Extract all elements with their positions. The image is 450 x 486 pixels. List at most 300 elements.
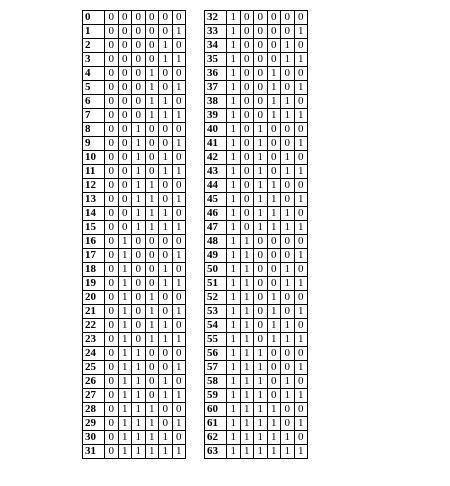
binary-digit-cell: 1: [240, 417, 254, 431]
binary-digit-cell: 0: [105, 221, 119, 235]
binary-digit-cell: 1: [132, 389, 146, 403]
decimal-value-cell: 10: [83, 151, 105, 165]
decimal-value-cell: 29: [83, 417, 105, 431]
binary-digit-cell: 1: [254, 207, 268, 221]
binary-digit-cell: 0: [118, 25, 132, 39]
binary-digit-cell: 1: [145, 193, 159, 207]
binary-digit-cell: 1: [172, 249, 186, 263]
binary-digit-cell: 1: [294, 249, 308, 263]
binary-digit-cell: 1: [227, 207, 241, 221]
table-row: [205, 11, 308, 25]
table-row: [83, 291, 186, 305]
binary-digit-cell: 1: [227, 179, 241, 193]
binary-digit-cell: 1: [254, 151, 268, 165]
binary-digit-cell: 0: [254, 109, 268, 123]
binary-digit-cell: 0: [105, 361, 119, 375]
binary-digit-cell: 0: [172, 319, 186, 333]
binary-digit-cell: 1: [172, 361, 186, 375]
binary-digit-cell: 0: [132, 95, 146, 109]
table-row: [83, 179, 186, 193]
binary-digit-cell: 1: [132, 375, 146, 389]
binary-digit-cell: 1: [240, 347, 254, 361]
binary-digit-cell: 1: [227, 305, 241, 319]
binary-digit-cell: 0: [132, 53, 146, 67]
binary-digit-cell: 1: [159, 39, 173, 53]
binary-digit-cell: 0: [267, 137, 281, 151]
table-row: [205, 361, 308, 375]
binary-digit-cell: 0: [105, 109, 119, 123]
binary-digit-cell: 0: [267, 361, 281, 375]
table-row: [83, 25, 186, 39]
binary-digit-cell: 1: [294, 165, 308, 179]
binary-digit-cell: 0: [267, 25, 281, 39]
binary-digit-cell: 0: [105, 67, 119, 81]
binary-digit-cell: 1: [294, 109, 308, 123]
decimal-value-cell: 57: [205, 361, 227, 375]
binary-digit-cell: 0: [267, 53, 281, 67]
binary-digit-cell: 0: [254, 249, 268, 263]
binary-digit-cell: 0: [240, 165, 254, 179]
binary-digit-cell: 1: [227, 403, 241, 417]
binary-digit-cell: 1: [172, 109, 186, 123]
binary-digit-cell: 1: [172, 305, 186, 319]
decimal-value-cell: 43: [205, 165, 227, 179]
binary-digit-cell: 1: [118, 263, 132, 277]
binary-digit-cell: 1: [267, 319, 281, 333]
table-row: [205, 25, 308, 39]
binary-digit-cell: 0: [118, 81, 132, 95]
binary-digit-cell: 1: [145, 431, 159, 445]
binary-digit-cell: 0: [118, 123, 132, 137]
binary-digit-cell: 1: [267, 221, 281, 235]
binary-digit-cell: 0: [105, 389, 119, 403]
decimal-value-cell: 25: [83, 361, 105, 375]
table-row: [83, 417, 186, 431]
binary-digit-cell: 1: [254, 375, 268, 389]
table-row: [205, 207, 308, 221]
binary-digit-cell: 1: [159, 53, 173, 67]
binary-digit-cell: 0: [267, 123, 281, 137]
table-row: [205, 165, 308, 179]
table-row: [205, 305, 308, 319]
binary-digit-cell: 1: [281, 39, 295, 53]
binary-digit-cell: 0: [240, 109, 254, 123]
binary-table-right-body: [205, 11, 308, 459]
table-row: [83, 165, 186, 179]
binary-digit-cell: 1: [294, 81, 308, 95]
binary-digit-cell: 0: [118, 53, 132, 67]
binary-digit-cell: 1: [254, 179, 268, 193]
binary-digit-cell: 0: [105, 39, 119, 53]
binary-digit-cell: 1: [159, 431, 173, 445]
binary-digit-cell: 1: [172, 277, 186, 291]
binary-digit-cell: 0: [105, 207, 119, 221]
binary-digit-cell: 1: [159, 221, 173, 235]
binary-digit-cell: 1: [267, 179, 281, 193]
binary-digit-cell: 0: [132, 25, 146, 39]
binary-digit-cell: 1: [159, 109, 173, 123]
binary-digit-cell: 0: [105, 179, 119, 193]
binary-digit-cell: 0: [294, 347, 308, 361]
binary-digit-cell: 1: [145, 179, 159, 193]
binary-digit-cell: 0: [267, 375, 281, 389]
binary-digit-cell: 0: [145, 375, 159, 389]
binary-digit-cell: 0: [294, 263, 308, 277]
binary-digit-cell: 0: [254, 11, 268, 25]
binary-digit-cell: 1: [172, 165, 186, 179]
binary-digit-cell: 1: [267, 95, 281, 109]
binary-digit-cell: 0: [254, 319, 268, 333]
binary-digit-cell: 0: [145, 249, 159, 263]
table-row: [83, 207, 186, 221]
binary-digit-cell: 1: [267, 207, 281, 221]
table-row: [205, 123, 308, 137]
binary-digit-cell: 0: [132, 319, 146, 333]
binary-digit-cell: 0: [267, 263, 281, 277]
binary-digit-cell: 0: [159, 11, 173, 25]
decimal-value-cell: 30: [83, 431, 105, 445]
binary-digit-cell: 0: [105, 151, 119, 165]
decimal-value-cell: 27: [83, 389, 105, 403]
table-row: [205, 221, 308, 235]
binary-digit-cell: 1: [227, 389, 241, 403]
binary-digit-cell: 1: [267, 291, 281, 305]
binary-digit-cell: 0: [118, 11, 132, 25]
binary-digit-cell: 0: [294, 403, 308, 417]
table-row: [83, 137, 186, 151]
binary-digit-cell: 0: [132, 235, 146, 249]
binary-digit-cell: 1: [172, 137, 186, 151]
decimal-value-cell: 7: [83, 109, 105, 123]
decimal-value-cell: 51: [205, 277, 227, 291]
decimal-value-cell: 58: [205, 375, 227, 389]
binary-digit-cell: 0: [145, 263, 159, 277]
binary-digit-cell: 1: [132, 221, 146, 235]
table-row: [83, 305, 186, 319]
binary-digit-cell: 1: [267, 403, 281, 417]
table-row: [83, 375, 186, 389]
binary-digit-cell: 1: [254, 137, 268, 151]
binary-digit-cell: 0: [118, 207, 132, 221]
binary-digit-cell: 0: [132, 67, 146, 81]
binary-digit-cell: 1: [118, 361, 132, 375]
binary-digit-cell: 0: [240, 193, 254, 207]
decimal-value-cell: 11: [83, 165, 105, 179]
table-row: [83, 109, 186, 123]
binary-digit-cell: 1: [240, 375, 254, 389]
binary-digit-cell: 1: [159, 277, 173, 291]
decimal-value-cell: 24: [83, 347, 105, 361]
binary-digit-cell: 1: [240, 249, 254, 263]
binary-digit-cell: 1: [294, 389, 308, 403]
binary-digit-cell: 0: [105, 81, 119, 95]
binary-digit-cell: 1: [172, 333, 186, 347]
decimal-value-cell: 62: [205, 431, 227, 445]
binary-digit-cell: 0: [172, 207, 186, 221]
binary-digit-cell: 1: [118, 291, 132, 305]
decimal-value-cell: 18: [83, 263, 105, 277]
binary-digit-cell: 1: [281, 221, 295, 235]
binary-digit-cell: 0: [172, 123, 186, 137]
table-row: [83, 67, 186, 81]
table-row: [205, 67, 308, 81]
binary-digit-cell: 1: [227, 221, 241, 235]
binary-digit-cell: 0: [132, 305, 146, 319]
binary-digit-cell: 1: [227, 11, 241, 25]
binary-digit-cell: 0: [118, 67, 132, 81]
binary-digit-cell: 1: [267, 81, 281, 95]
table-row: [205, 347, 308, 361]
table-row: [205, 277, 308, 291]
binary-digit-cell: 0: [267, 235, 281, 249]
binary-digit-cell: 0: [172, 11, 186, 25]
binary-digit-cell: 0: [145, 151, 159, 165]
binary-digit-cell: 1: [227, 277, 241, 291]
binary-digit-cell: 1: [227, 361, 241, 375]
binary-digit-cell: 0: [145, 277, 159, 291]
decimal-value-cell: 35: [205, 53, 227, 67]
table-row: [83, 249, 186, 263]
binary-digit-cell: 0: [294, 431, 308, 445]
binary-digit-cell: 0: [281, 137, 295, 151]
binary-digit-cell: 1: [281, 333, 295, 347]
decimal-value-cell: 63: [205, 445, 227, 459]
binary-digit-cell: 1: [118, 445, 132, 459]
binary-digit-cell: 1: [132, 123, 146, 137]
binary-digit-cell: 1: [159, 389, 173, 403]
binary-digit-cell: 0: [105, 445, 119, 459]
binary-digit-cell: 1: [267, 109, 281, 123]
binary-digit-cell: 1: [227, 53, 241, 67]
binary-digit-cell: 1: [294, 193, 308, 207]
binary-digit-cell: 0: [281, 417, 295, 431]
binary-digit-cell: 1: [172, 445, 186, 459]
binary-digit-cell: 0: [281, 67, 295, 81]
table-row: [83, 95, 186, 109]
binary-digit-cell: 1: [281, 263, 295, 277]
binary-digit-cell: 1: [118, 389, 132, 403]
table-row: [205, 151, 308, 165]
binary-digit-cell: 1: [254, 361, 268, 375]
binary-digit-cell: 0: [281, 81, 295, 95]
binary-digit-cell: 0: [172, 95, 186, 109]
binary-digit-cell: 1: [118, 347, 132, 361]
table-row: [83, 193, 186, 207]
binary-digit-cell: 0: [145, 165, 159, 179]
binary-digit-cell: 0: [159, 305, 173, 319]
binary-digit-cell: 1: [227, 347, 241, 361]
binary-digit-cell: 1: [172, 389, 186, 403]
table-row: [83, 53, 186, 67]
binary-digit-cell: 0: [240, 123, 254, 137]
binary-digit-cell: 1: [145, 291, 159, 305]
decimal-value-cell: 33: [205, 25, 227, 39]
binary-digit-cell: 0: [172, 263, 186, 277]
binary-digit-cell: 1: [118, 375, 132, 389]
binary-digit-cell: 0: [118, 165, 132, 179]
binary-digit-cell: 0: [281, 193, 295, 207]
binary-digit-cell: 0: [281, 25, 295, 39]
binary-digit-cell: 1: [294, 25, 308, 39]
decimal-value-cell: 53: [205, 305, 227, 319]
binary-digit-cell: 0: [105, 431, 119, 445]
binary-digit-cell: 0: [118, 137, 132, 151]
binary-digit-cell: 0: [294, 67, 308, 81]
binary-digit-cell: 0: [294, 235, 308, 249]
binary-digit-cell: 0: [105, 249, 119, 263]
decimal-value-cell: 40: [205, 123, 227, 137]
binary-digit-cell: 1: [227, 263, 241, 277]
binary-table-left-body: [83, 11, 186, 459]
binary-digit-cell: 1: [281, 445, 295, 459]
binary-digit-cell: 1: [281, 277, 295, 291]
decimal-value-cell: 55: [205, 333, 227, 347]
decimal-value-cell: 37: [205, 81, 227, 95]
binary-digit-cell: 1: [294, 417, 308, 431]
binary-digit-cell: 1: [145, 95, 159, 109]
table-row: [205, 291, 308, 305]
decimal-value-cell: 49: [205, 249, 227, 263]
binary-digit-cell: 0: [281, 347, 295, 361]
decimal-value-cell: 6: [83, 95, 105, 109]
binary-digit-cell: 1: [281, 207, 295, 221]
decimal-value-cell: 28: [83, 403, 105, 417]
binary-digit-cell: 1: [145, 305, 159, 319]
binary-digit-cell: 1: [281, 95, 295, 109]
binary-digit-cell: 0: [172, 179, 186, 193]
binary-digit-cell: 0: [159, 347, 173, 361]
binary-digit-cell: 1: [132, 179, 146, 193]
binary-digit-cell: 0: [145, 389, 159, 403]
binary-digit-cell: 0: [294, 123, 308, 137]
binary-digit-cell: 0: [105, 291, 119, 305]
binary-digit-cell: 1: [254, 123, 268, 137]
binary-digit-cell: 0: [159, 137, 173, 151]
decimal-value-cell: 44: [205, 179, 227, 193]
binary-digit-cell: 0: [254, 235, 268, 249]
binary-digit-cell: 1: [254, 347, 268, 361]
binary-digit-cell: 1: [227, 25, 241, 39]
binary-digit-cell: 0: [159, 403, 173, 417]
binary-digit-cell: 1: [145, 207, 159, 221]
binary-digit-cell: 1: [240, 445, 254, 459]
table-row: [83, 39, 186, 53]
binary-digit-cell: 0: [159, 25, 173, 39]
binary-digit-cell: 1: [254, 389, 268, 403]
binary-digit-cell: 1: [132, 417, 146, 431]
binary-digit-cell: 1: [159, 333, 173, 347]
binary-digit-cell: 1: [172, 221, 186, 235]
decimal-value-cell: 48: [205, 235, 227, 249]
binary-digit-cell: 0: [240, 95, 254, 109]
binary-digit-cell: 0: [159, 123, 173, 137]
binary-digit-cell: 1: [240, 333, 254, 347]
binary-digit-cell: 1: [145, 109, 159, 123]
binary-digit-cell: 1: [254, 417, 268, 431]
binary-digit-cell: 1: [118, 235, 132, 249]
binary-digit-cell: 1: [254, 221, 268, 235]
decimal-value-cell: 50: [205, 263, 227, 277]
binary-digit-cell: 1: [132, 361, 146, 375]
binary-digit-cell: 0: [240, 221, 254, 235]
binary-digit-cell: 1: [159, 151, 173, 165]
binary-digit-cell: 0: [281, 305, 295, 319]
binary-digit-cell: 1: [159, 263, 173, 277]
binary-digit-cell: 0: [267, 249, 281, 263]
binary-digit-cell: 0: [172, 67, 186, 81]
binary-digit-cell: 0: [145, 235, 159, 249]
binary-digit-cell: 1: [159, 375, 173, 389]
binary-digit-cell: 0: [267, 347, 281, 361]
binary-digit-cell: 1: [294, 361, 308, 375]
binary-table-left-block: [82, 10, 186, 459]
binary-digit-cell: 0: [172, 151, 186, 165]
decimal-value-cell: 59: [205, 389, 227, 403]
decimal-value-cell: 0: [83, 11, 105, 25]
binary-digit-cell: 0: [267, 39, 281, 53]
binary-digit-cell: 1: [227, 151, 241, 165]
binary-digit-cell: 0: [118, 151, 132, 165]
binary-digit-cell: 1: [172, 25, 186, 39]
binary-digit-cell: 0: [294, 207, 308, 221]
binary-digit-cell: 1: [132, 137, 146, 151]
decimal-value-cell: 47: [205, 221, 227, 235]
binary-digit-cell: 0: [118, 179, 132, 193]
binary-digit-cell: 1: [227, 109, 241, 123]
table-row: [83, 81, 186, 95]
binary-digit-cell: 0: [172, 347, 186, 361]
binary-digit-cell: 0: [132, 81, 146, 95]
binary-digit-cell: 0: [254, 25, 268, 39]
binary-digit-cell: 1: [240, 403, 254, 417]
binary-digit-cell: 1: [281, 151, 295, 165]
binary-digit-cell: 0: [159, 81, 173, 95]
decimal-value-cell: 1: [83, 25, 105, 39]
binary-digit-cell: 1: [267, 305, 281, 319]
table-row: [83, 151, 186, 165]
binary-digit-cell: 0: [118, 193, 132, 207]
table-row: [205, 53, 308, 67]
binary-digit-cell: 0: [118, 221, 132, 235]
binary-digit-cell: 1: [227, 417, 241, 431]
binary-digit-cell: 1: [227, 81, 241, 95]
binary-digit-cell: 0: [267, 277, 281, 291]
decimal-value-cell: 42: [205, 151, 227, 165]
binary-digit-cell: 0: [267, 151, 281, 165]
decimal-value-cell: 19: [83, 277, 105, 291]
binary-digit-cell: 1: [132, 193, 146, 207]
table-row: [83, 221, 186, 235]
table-row: [83, 347, 186, 361]
table-row: [205, 179, 308, 193]
binary-digit-cell: 0: [254, 305, 268, 319]
binary-digit-cell: 0: [294, 179, 308, 193]
binary-digit-cell: 0: [105, 123, 119, 137]
decimal-value-cell: 21: [83, 305, 105, 319]
decimal-value-cell: 31: [83, 445, 105, 459]
binary-digit-cell: 1: [267, 67, 281, 81]
binary-digit-cell: 1: [118, 277, 132, 291]
table-row: [83, 333, 186, 347]
binary-digit-cell: 1: [227, 319, 241, 333]
binary-digit-cell: 0: [145, 361, 159, 375]
decimal-value-cell: 8: [83, 123, 105, 137]
binary-digit-cell: 0: [132, 263, 146, 277]
binary-digit-cell: 0: [105, 375, 119, 389]
binary-digit-cell: 0: [281, 249, 295, 263]
binary-digit-cell: 1: [281, 109, 295, 123]
binary-digit-cell: 0: [159, 193, 173, 207]
